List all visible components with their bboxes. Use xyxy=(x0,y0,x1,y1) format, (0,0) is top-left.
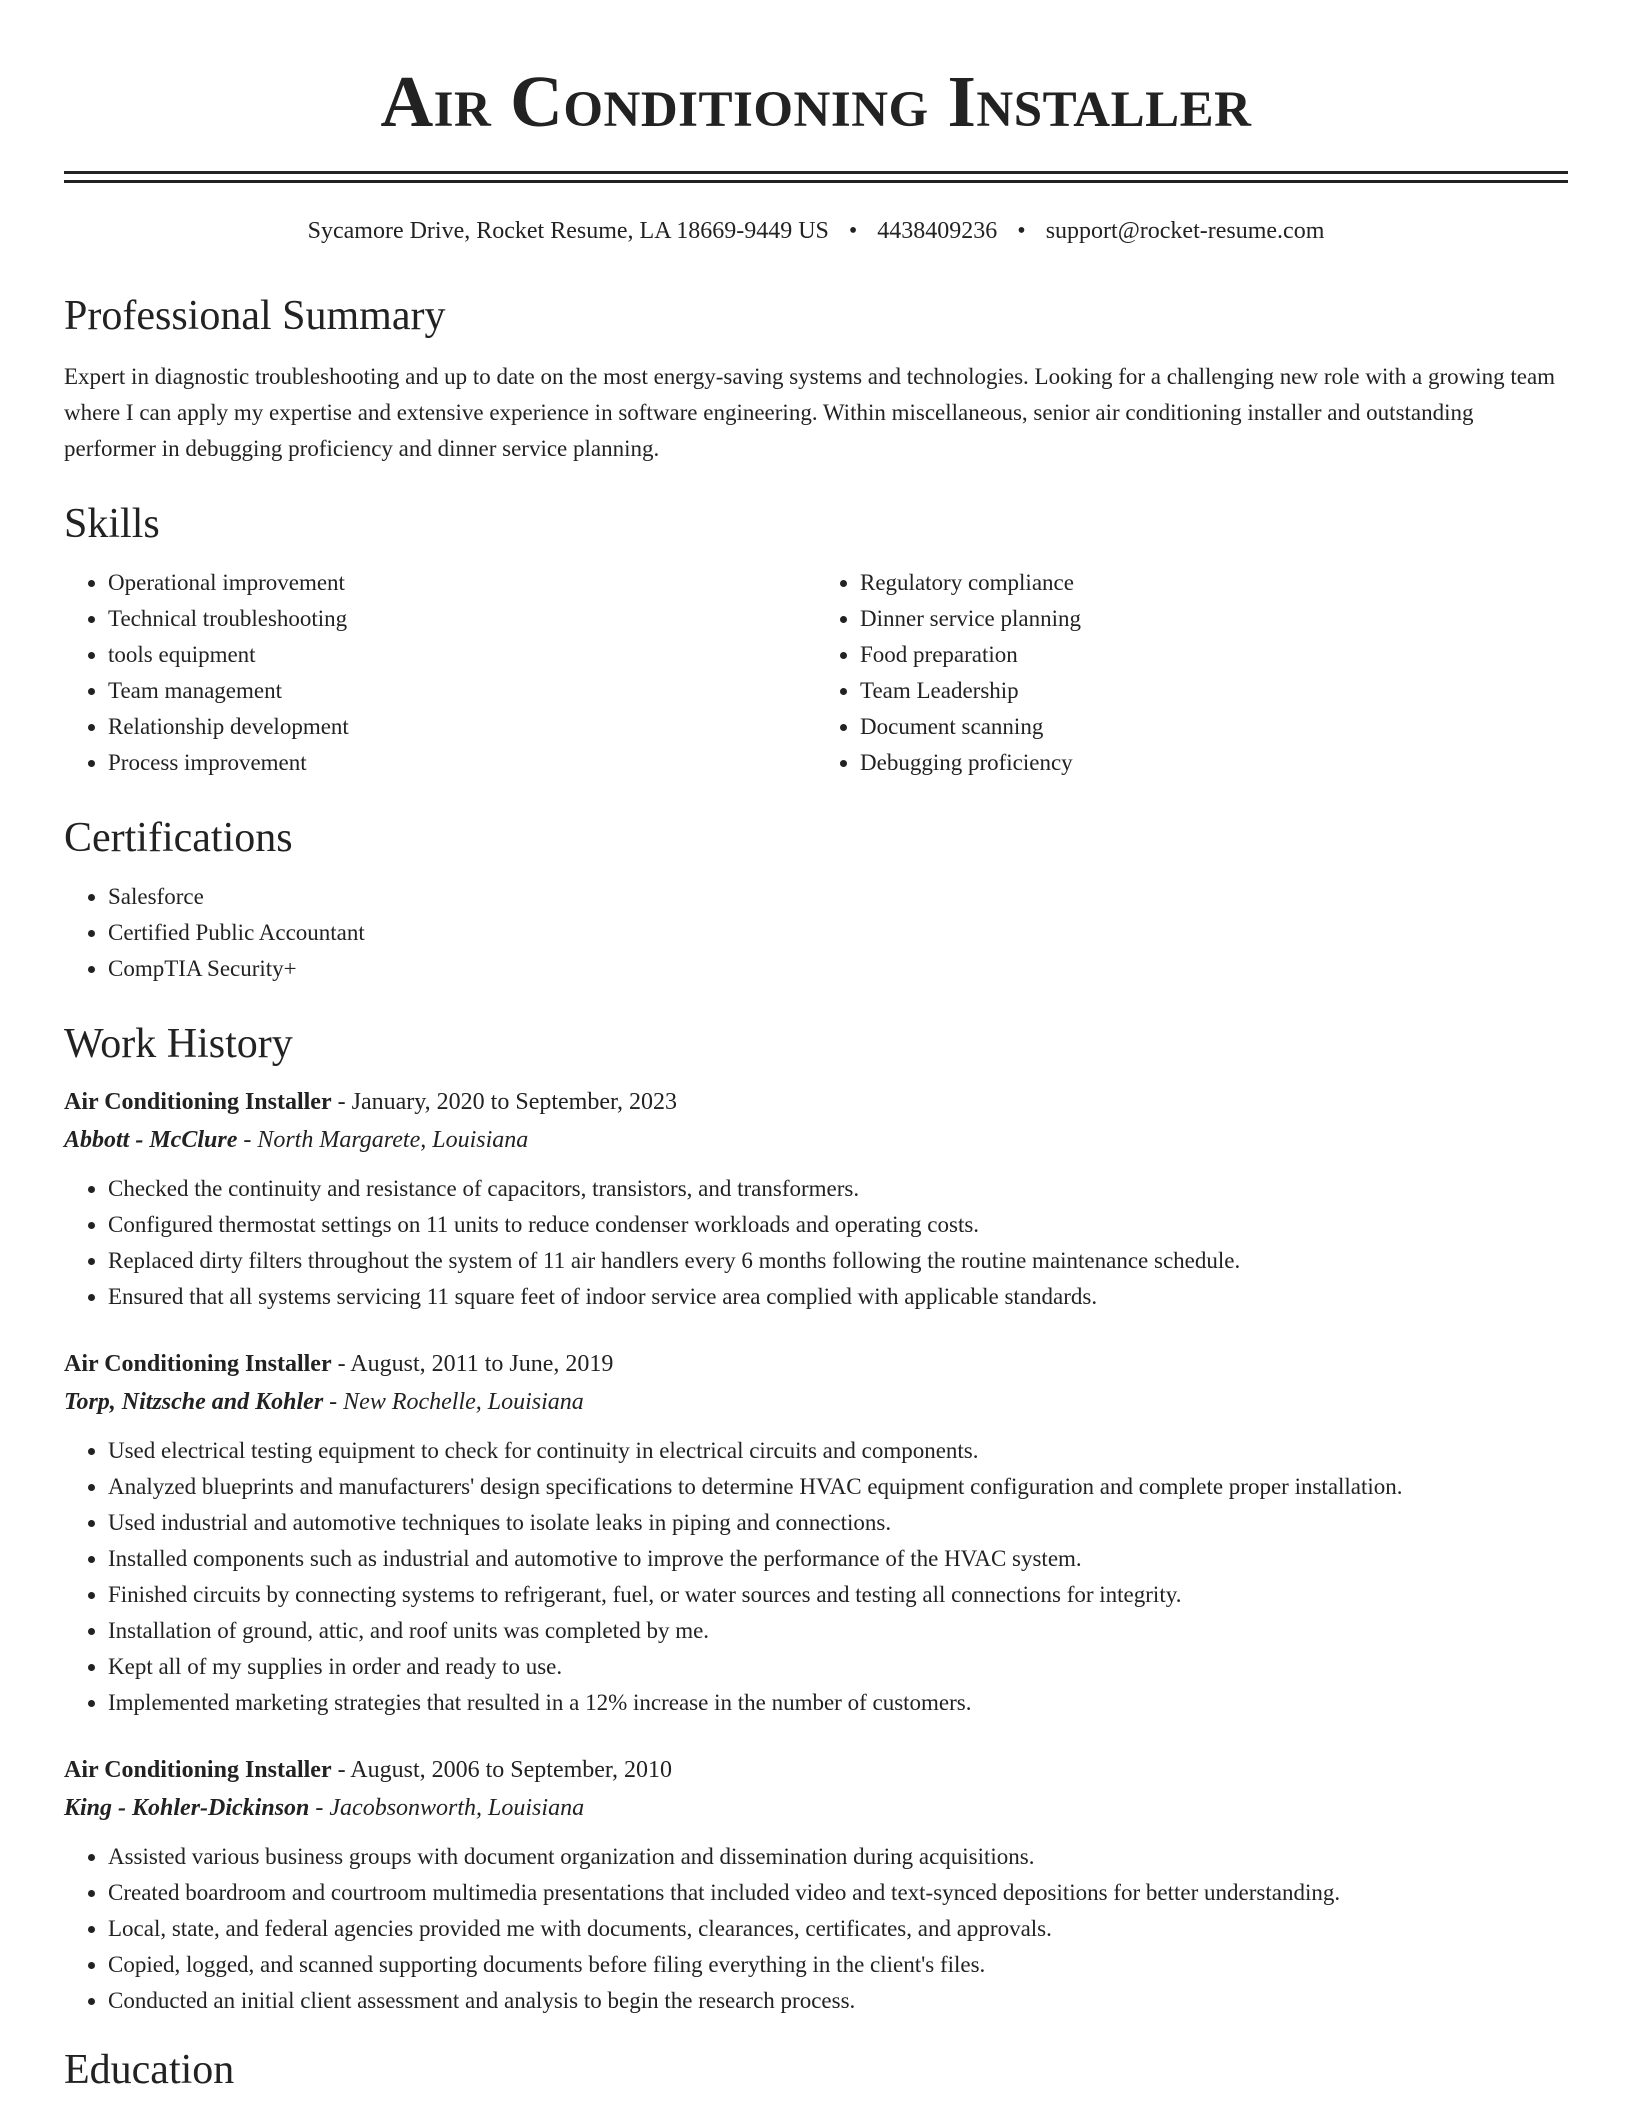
contact-phone[interactable]: 4438409236 xyxy=(877,218,998,244)
job-company-line xyxy=(64,1789,1568,1827)
skill-item: • Team Leadership xyxy=(860,673,1568,709)
skill-item: • Team management xyxy=(108,673,816,709)
job-bullets xyxy=(64,1839,1568,2019)
job-dates: - August, 2011 to June, 2019 xyxy=(337,1350,614,1377)
job-bullet: • Configured thermostat settings on 11 units to reduce condenser workloads and operating costs. xyxy=(108,1207,1568,1243)
job-location: - North Margarete, Louisiana xyxy=(243,1126,529,1153)
job-company: Abbott - McClure xyxy=(64,1126,238,1153)
job-bullets xyxy=(64,1171,1568,1315)
skill-item: • Dinner service planning xyxy=(860,601,1568,637)
contact-address: Sycamore Drive, Rocket Resume, LA 18669-9449 US xyxy=(307,218,829,244)
job-company: Torp, Nitzsche and Kohler xyxy=(64,1388,324,1415)
certifications-section xyxy=(64,814,1568,987)
work-history-section xyxy=(64,1020,1568,2019)
title-rule-bottom xyxy=(64,180,1568,183)
job-location: - New Rochelle, Louisiana xyxy=(329,1388,584,1415)
skill-item: • Regulatory compliance xyxy=(860,565,1568,601)
summary-text: Expert in diagnostic troubleshooting and up to date on the most energy-saving systems and technologies. Looking for a challenging new role with a growing team where I can apply my expertise and extensive experience in software engineering. Within miscellaneous, senior air conditioning installer and outstanding performer in debugging proficiency and dinner service planning. xyxy=(64,363,1556,461)
skills-heading: Skills xyxy=(64,500,160,547)
job-bullet: • Used electrical testing equipment to check for continuity in electrical circuits and components. xyxy=(108,1433,1568,1469)
job-title-line xyxy=(64,1345,1568,1383)
job-title: Air Conditioning Installer xyxy=(64,1756,332,1783)
certification-item: • Certified Public Accountant xyxy=(108,915,1568,951)
skills-section xyxy=(64,500,1568,781)
contact-email[interactable]: support@rocket-resume.com xyxy=(1045,218,1325,244)
skill-item: • Debugging proficiency xyxy=(860,745,1568,781)
job-bullet: • Replaced dirty filters throughout the system of 11 air handlers every 6 months following the routine maintenance schedule. xyxy=(108,1243,1568,1279)
job-company-line xyxy=(64,1383,1568,1421)
job-bullet: • Local, state, and federal agencies provided me with documents, clearances, certificates, and approvals. xyxy=(108,1911,1568,1947)
job-bullet: • Conducted an initial client assessment and analysis to begin the research process. xyxy=(108,1983,1568,2019)
job-entry xyxy=(64,1083,1568,1315)
contact-line xyxy=(64,217,1568,246)
summary-heading: Professional Summary xyxy=(64,292,446,339)
certifications-list xyxy=(64,879,1568,987)
job-bullet: • Checked the continuity and resistance of capacitors, transistors, and transformers. xyxy=(108,1171,1568,1207)
job-entry xyxy=(64,1751,1568,2019)
job-title: Air Conditioning Installer xyxy=(64,1350,332,1377)
job-bullet: • Finished circuits by connecting systems to refrigerant, fuel, or water sources and testing all connections for integrity. xyxy=(108,1577,1568,1613)
job-bullet: • Assisted various business groups with document organization and dissemination during acquisitions. xyxy=(108,1839,1568,1875)
certification-item: • CompTIA Security+ xyxy=(108,951,1568,987)
job-bullet: • Ensured that all systems servicing 11 square feet of indoor service area complied with applicable standards. xyxy=(108,1279,1568,1315)
skill-item: • Technical troubleshooting xyxy=(108,601,816,637)
job-bullet: • Analyzed blueprints and manufacturers' design specifications to determine HVAC equipment configuration and complete proper installation. xyxy=(108,1469,1568,1505)
resume-title: Air Conditioning Installer xyxy=(380,61,1252,142)
job-entry xyxy=(64,1345,1568,1721)
skill-item: • Document scanning xyxy=(860,709,1568,745)
job-bullet: • Installation of ground, attic, and roof units was completed by me. xyxy=(108,1613,1568,1649)
job-bullet: • Implemented marketing strategies that resulted in a 12% increase in the number of customers. xyxy=(108,1685,1568,1721)
skills-columns xyxy=(64,565,1568,781)
job-bullets xyxy=(64,1433,1568,1721)
certification-item: • Salesforce xyxy=(108,879,1568,915)
job-title: Air Conditioning Installer xyxy=(64,1088,332,1115)
skills-left-list xyxy=(64,565,816,781)
job-company-line xyxy=(64,1121,1568,1159)
job-company: King - Kohler-Dickinson xyxy=(64,1794,310,1821)
skill-item: • tools equipment xyxy=(108,637,816,673)
education-section xyxy=(64,2046,1568,2093)
skills-right-list xyxy=(816,565,1568,781)
job-title-line xyxy=(64,1083,1568,1121)
work-history-heading: Work History xyxy=(64,1020,293,1067)
skill-item: • Relationship development xyxy=(108,709,816,745)
education-heading: Education xyxy=(64,2046,235,2093)
job-dates: - January, 2020 to September, 2023 xyxy=(337,1088,678,1115)
job-bullet: • Used industrial and automotive techniques to isolate leaks in piping and connections. xyxy=(108,1505,1568,1541)
job-dates: - August, 2006 to September, 2010 xyxy=(337,1756,672,1783)
skill-item: • Food preparation xyxy=(860,637,1568,673)
job-title-line xyxy=(64,1751,1568,1789)
skill-item: • Process improvement xyxy=(108,745,816,781)
job-location: - Jacobsonworth, Louisiana xyxy=(315,1794,585,1821)
contact-separator: • xyxy=(1017,218,1026,244)
job-bullet: • Created boardroom and courtroom multimedia presentations that included video and text-synced depositions for better understanding. xyxy=(108,1875,1568,1911)
certifications-heading: Certifications xyxy=(64,814,293,861)
skill-item: • Operational improvement xyxy=(108,565,816,601)
job-bullet: • Copied, logged, and scanned supporting documents before filing everything in the client's files. xyxy=(108,1947,1568,1983)
job-bullet: • Installed components such as industrial and automotive to improve the performance of the HVAC system. xyxy=(108,1541,1568,1577)
job-bullet: • Kept all of my supplies in order and ready to use. xyxy=(108,1649,1568,1685)
contact-separator: • xyxy=(848,218,858,244)
title-rule-top xyxy=(64,171,1568,174)
summary-section xyxy=(64,292,1568,467)
